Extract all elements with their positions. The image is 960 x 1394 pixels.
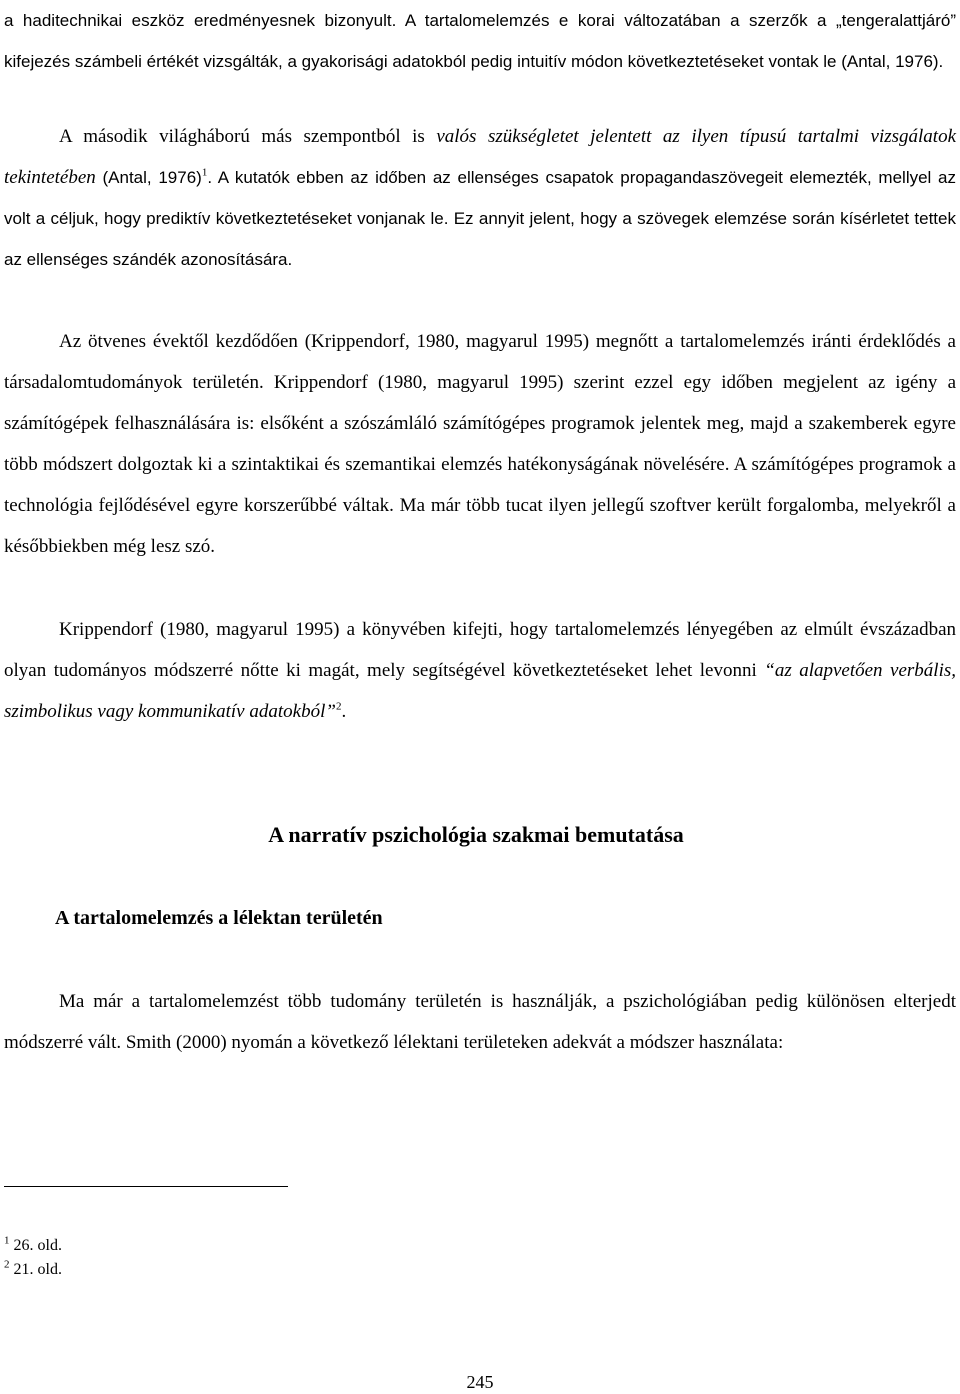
paragraph-3 (4, 321, 956, 567)
paragraph-1-part-b: A tartalomelemzés e korai változatában a szerzők a „tengeralattjáró” kifejezés számbeli értékét vizsgálták, a gyakorisági adatokból pedig intuitív módon következtetéseket vontak le (Antal, 1976). (4, 11, 957, 71)
paragraph-4-part-b: . (341, 701, 347, 722)
paragraph-3-part-b: Krippendorf (1980, magyarul 1995) szerint ezzel egy időben megjelent az igény a számítógépek felhasználására is: elsőként a szószámláló számítógépes programok jelentek meg, majd a szakemberek egyre több módszert dolgoztak ki a szintaktikai és szemantikai elemzés hatékonyságának növelésére. A számítógépes programok a technológia fejlődésével egyre korszerűbbé váltak. Ma már több tucat ilyen jellegű szoftver került forgalomba, melyekről a későbbiekben még lesz szó. (4, 372, 957, 557)
paragraph-3-part-a: Az ötvenes évektől kezdődően (Krippendorf, 1980, magyarul 1995) megnőtt a tartalomelemzés iránti érdeklődés a társadalomtudományok területén. (4, 331, 956, 393)
footnote-separator (4, 1186, 288, 1187)
paragraph-4 (4, 609, 956, 732)
paragraph-2-part-a: A második világháború más szempontból is (59, 126, 437, 147)
section-heading: A narratív pszichológia szakmai bemutatása (268, 822, 684, 847)
footnote-ref-2: 2 (335, 700, 342, 713)
paragraph-1 (4, 0, 956, 82)
paragraph-4-italic: “az alapvetően verbális, szimbolikus vagy kommunikatív adatokból” (4, 660, 956, 722)
footnote-1-text: 26. old. (13, 1237, 62, 1254)
paragraph-2 (4, 116, 956, 280)
footnote-2-text: 21. old. (13, 1261, 62, 1278)
footnote-2 (4, 1260, 62, 1280)
footnote-2-number: 2 (4, 1258, 10, 1271)
paragraph-5: Ma már a tartalomelemzést több tudomány területén is használják, a pszichológiában pedig különösen elterjedt módszerré vált. Smith (2000) nyomán a következő lélektani területeken adekvát a módszer használata: (4, 991, 956, 1053)
paragraph-4-part-a: Krippendorf (1980, magyarul 1995) a könyvében kifejti, hogy tartalomelemzés lényegében az elmúlt évszázadban olyan tudományos módszerré nőtte ki magát, mely segítségével következtetéseket lehet levonni (4, 619, 956, 681)
paragraph-2-part-b: (Antal, 1976) (95, 168, 202, 187)
paragraph-1-part-a: a haditechnikai eszköz eredményesnek bizonyult. (4, 11, 397, 30)
footnote-1 (4, 1236, 62, 1256)
page-number: 245 (466, 1372, 494, 1392)
footnote-1-number: 1 (4, 1234, 10, 1247)
subsection-heading: A tartalomelemzés a lélektan területén (55, 907, 383, 929)
footnote-ref-1: 1 (201, 166, 208, 179)
paragraph-2-part-c: . A kutatók ebben az időben az ellenséges csapatok propagandaszövegeit elemezték, mellyel az volt a céljuk, hogy prediktív következtetéseket vonjanak le. Ez annyit jelent, hogy a szövegek elemzése során kísérletet tettek az ellenséges szándék azonosítására. (4, 168, 956, 269)
paragraph-2-italic: valós szükségletet jelentett az ilyen típusú tartalmi vizsgálatok tekintetében (4, 126, 956, 188)
